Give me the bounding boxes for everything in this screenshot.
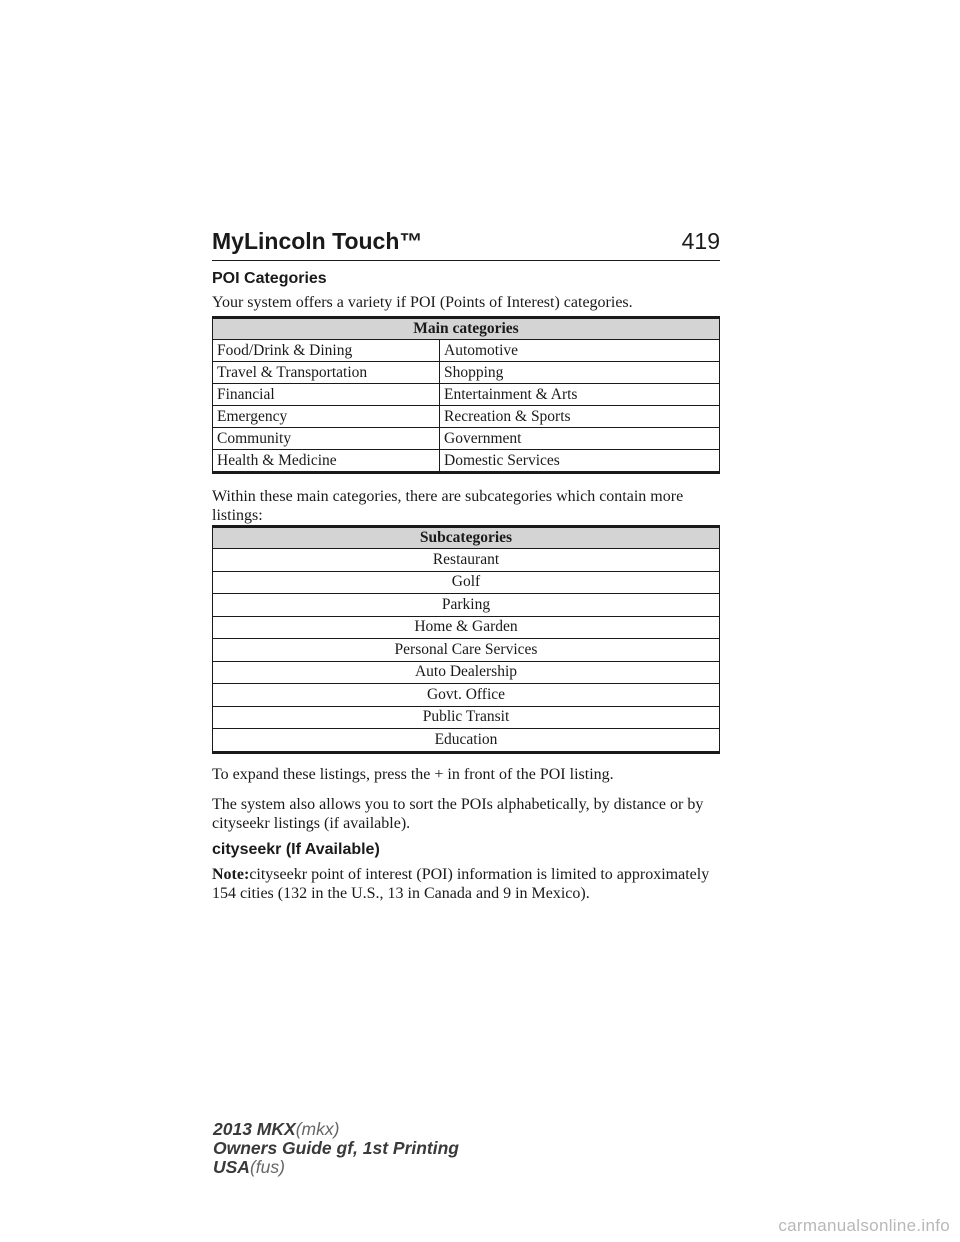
table-cell: Domestic Services: [440, 450, 720, 473]
table-cell: Auto Dealership: [213, 661, 720, 684]
table-row: [213, 684, 720, 707]
main-categories-table: [212, 316, 720, 474]
table-cell: Govt. Office: [213, 684, 720, 707]
sort-pois-text: The system also allows you to sort the POIs alphabetically, by distance or by cityseekr listings (if available).: [212, 796, 704, 832]
footer-guide: Owners Guide gf, 1st Printing: [213, 1138, 459, 1158]
table-cell: Travel & Transportation: [213, 362, 440, 384]
table-cell: Parking: [213, 594, 720, 617]
table-cell: Health & Medicine: [213, 450, 440, 473]
table-row: [213, 362, 720, 384]
header-title: MyLincoln Touch™: [212, 228, 423, 254]
table-cell: Restaurant: [213, 549, 720, 572]
table-row: [213, 616, 720, 639]
main-categories-header: Main categories: [213, 318, 720, 340]
footer-region-code: (fus): [249, 1157, 285, 1177]
table-row: [213, 384, 720, 406]
watermark: carmanualsonline.info: [778, 1216, 950, 1235]
table-cell: Entertainment & Arts: [440, 384, 720, 406]
table-cell: Home & Garden: [213, 616, 720, 639]
footer-region: USA: [213, 1157, 250, 1177]
table-row: [213, 406, 720, 428]
table-cell: Financial: [213, 384, 440, 406]
table-row: [213, 571, 720, 594]
table-row: [213, 729, 720, 753]
table-cell: Automotive: [440, 340, 720, 362]
expand-listings-text: To expand these listings, press the + in front of the POI listing.: [212, 766, 614, 783]
subcategories-table: [212, 525, 720, 754]
table-cell: Personal Care Services: [213, 639, 720, 662]
table-row: [213, 639, 720, 662]
subcategories-header: Subcategories: [213, 527, 720, 549]
table-row: [213, 549, 720, 572]
table-cell: Community: [213, 428, 440, 450]
table-cell: Golf: [213, 571, 720, 594]
poi-categories-heading: POI Categories: [212, 270, 327, 287]
cityseekr-note: [212, 865, 720, 903]
poi-intro-text: Your system offers a variety if POI (Points of Interest) categories.: [212, 294, 633, 311]
table-row: [213, 661, 720, 684]
page-number: 419: [681, 228, 720, 254]
subcategories-intro-text: Within these main categories, there are subcategories which contain more listings:: [212, 488, 684, 524]
table-row: [213, 594, 720, 617]
table-cell: Shopping: [440, 362, 720, 384]
table-row: [213, 340, 720, 362]
table-row: [213, 706, 720, 729]
table-cell: Public Transit: [213, 706, 720, 729]
footer-model: 2013 MKX: [213, 1119, 296, 1139]
print-footer: [213, 1120, 459, 1177]
table-cell: Education: [213, 729, 720, 753]
page-header: [212, 226, 720, 261]
table-row: [213, 450, 720, 473]
table-row: [213, 428, 720, 450]
table-cell: Emergency: [213, 406, 440, 428]
cityseekr-heading: cityseekr (If Available): [212, 841, 380, 858]
note-label: Note:: [212, 866, 250, 883]
note-text: cityseekr point of interest (POI) information is limited to approximately 154 cities (132 in the U.S., 13 in Canada and 9 in Mexico).: [212, 866, 710, 902]
table-cell: Government: [440, 428, 720, 450]
footer-model-code: (mkx): [295, 1119, 340, 1139]
table-cell: Recreation & Sports: [440, 406, 720, 428]
table-cell: Food/Drink & Dining: [213, 340, 440, 362]
